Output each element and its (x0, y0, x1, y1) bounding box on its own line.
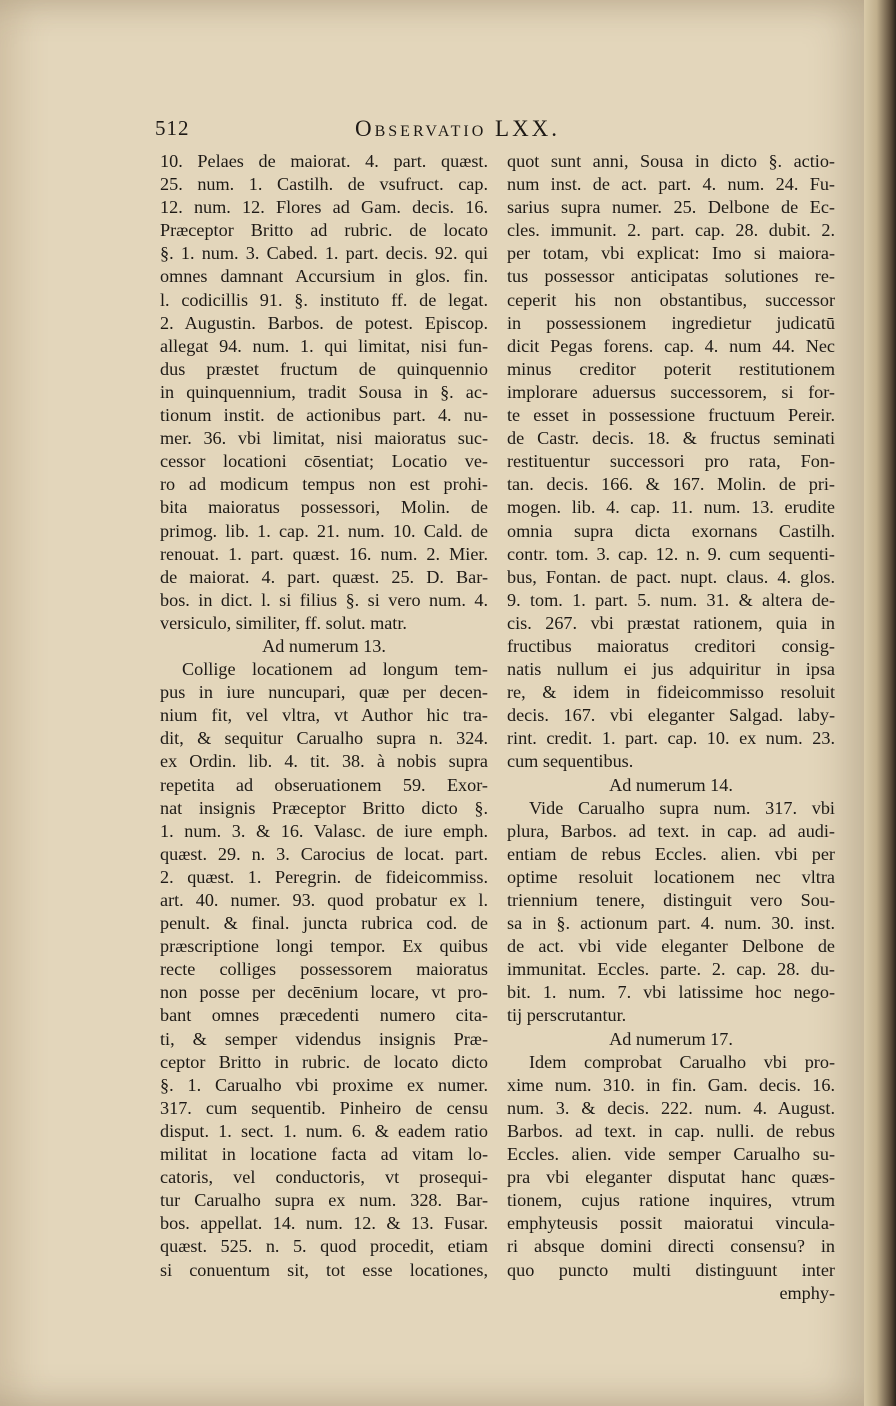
text-line: catoris, vel conductoris, vt prosequi- (160, 1167, 488, 1188)
text-line: art. 40. numer. 93. quod probatur ex l. (160, 890, 488, 910)
text-line: militat in locatione facta ad vitam lo- (160, 1144, 488, 1165)
text-column-left (160, 150, 488, 1282)
text-line: mer. 36. vbi limitat, nisi maioratus suc- (160, 428, 488, 449)
text-line: emphy- (779, 1282, 835, 1303)
text-line: quæst. 525. n. 5. quod procedit, etiam (160, 1236, 488, 1257)
text-column-right (507, 150, 835, 1305)
text-line: præscriptione longi tempor. Ex quibus (160, 936, 488, 957)
text-line: renouat. 1. part. quæst. 16. num. 2. Mier. (160, 543, 488, 564)
text-line: Barbos. ad text. in cap. nulli. de rebus (507, 1120, 835, 1141)
text-line: penult. & final. juncta rubrica cod. de (160, 913, 488, 934)
text-line: omnes damnant Accursium in glos. fin. (160, 266, 488, 287)
text-line: te esset in possessione fructuum Pereir. (507, 405, 835, 426)
text-line: num inst. de act. part. 4. num. 24. Fu- (507, 174, 835, 195)
text-line: cessor locationi cōsentiat; Locatio ve- (160, 451, 488, 472)
text-line: tus possessor anticipatas solutiones re- (507, 266, 835, 287)
text-line: de Castr. decis. 18. & fructus seminati (507, 428, 835, 449)
text-line: cles. immunit. 2. part. cap. 28. dubit. 2. (507, 220, 835, 241)
text-line: immunitat. Eccles. parte. 2. cap. 28. du- (507, 959, 835, 980)
text-line: num. 3. & decis. 222. num. 4. August. (507, 1097, 835, 1118)
text-line: disput. 1. sect. 1. num. 6. & eadem ratio (160, 1120, 488, 1141)
text-line: 2. Augustin. Barbos. de potest. Episcop. (160, 312, 488, 333)
section-heading: Ad numerum 14. (609, 774, 733, 795)
text-line: de maiorat. 4. part. quæst. 25. D. Bar- (160, 566, 488, 587)
text-line: entiam de rebus Eccles. alien. vbi per (507, 843, 835, 864)
text-line: sa in §. actionum part. 4. num. 30. inst. (507, 913, 835, 934)
text-line: ceptor Britto in rubric. de locato dicto (160, 1051, 488, 1072)
text-line: dus præstet fructum de quinquennio (160, 358, 488, 379)
text-line: cum sequentibus. (507, 751, 634, 772)
text-line: tij perscrutantur. (507, 1005, 627, 1026)
text-line: non posse per decēnium locare, vt pro- (160, 982, 488, 1003)
running-title: Observatio LXX. (355, 116, 561, 141)
text-line: per totam, vbi explicat: Imo si maiora- (507, 243, 835, 264)
text-line: dicit Pegas forens. cap. 4. num 44. Nec (507, 335, 835, 356)
text-line: re, & idem in fideicommisso resoluit (507, 682, 835, 703)
text-line: 317. cum sequentib. Pinheiro de censu (160, 1097, 488, 1118)
text-line: versiculo, similiter, ff. solut. matr. (160, 612, 407, 633)
text-line: 10. Pelaes de maiorat. 4. part. quæst. (160, 151, 488, 171)
text-line: §. 1. Carualho vbi proxime ex numer. (160, 1074, 488, 1095)
text-line: bita maioratus possessori, Molin. de (160, 497, 488, 518)
text-line: 25. num. 1. Castilh. de vsufruct. cap. (160, 174, 488, 195)
section-heading: Ad numerum 13. (262, 635, 386, 656)
text-line: implorare aduersus successorem, si for- (507, 381, 835, 402)
page-header (155, 116, 845, 144)
text-line: dit, & sequitur Carualho supra n. 324. (160, 728, 488, 749)
text-line: rint. credit. 1. part. cap. 10. ex num. 23. (507, 728, 835, 749)
text-line: Vide Carualho supra num. 317. vbi (529, 797, 835, 818)
text-line: tan. decis. 166. & 167. Molin. de pri- (507, 474, 835, 495)
text-line: allegat 94. num. 1. qui limitat, nisi fun- (160, 335, 488, 356)
text-line: cis. 267. vbi præstat rationem, quia in (507, 612, 835, 633)
text-line: in possessionem ingredietur judicatū (507, 312, 835, 333)
text-line: quo puncto multi distinguunt inter (507, 1259, 835, 1280)
text-line: quæst. 29. n. 3. Carocius de locat. part. (160, 843, 488, 864)
text-line: ex Ordin. lib. 4. tit. 38. à nobis supra (160, 751, 488, 772)
text-line: bos. in dict. l. si filius §. si vero num. 4. (160, 589, 488, 610)
text-line: in quinquennium, tradit Sousa in §. ac- (160, 381, 488, 402)
text-line: nium fit, vel vltra, vt Author hic tra- (160, 705, 488, 726)
text-line: l. codicillis 91. §. instituto ff. de legat. (160, 289, 488, 310)
text-line: ro ad modicum tempus non est prohi- (160, 474, 488, 495)
text-line: Idem comprobat Carualho vbi pro- (529, 1051, 835, 1072)
text-line: tur Carualho supra ex num. 328. Bar- (160, 1190, 488, 1211)
text-line: repetita ad obseruationem 59. Exor- (160, 774, 488, 795)
text-line: plura, Barbos. ad text. in cap. ad audi- (507, 820, 835, 841)
text-line: ri absque domini directi consensu? in (507, 1236, 835, 1257)
text-line: triennium tenere, distinguit vero Sou- (507, 890, 835, 910)
text-line: si conuentum sit, tot esse locationes, (160, 1259, 488, 1280)
text-line: xime num. 310. in fin. Gam. decis. 16. (507, 1074, 835, 1095)
text-line: optime resoluit locationem nec vltra (507, 866, 835, 887)
text-line: fructibus maioratus creditori consig- (507, 635, 835, 656)
book-gutter (864, 0, 896, 1406)
text-line: pus in iure nuncupari, quæ per decen- (160, 682, 488, 703)
text-line: primog. lib. 1. cap. 21. num. 10. Cald. de (160, 520, 488, 541)
text-line: ti, & semper videndus insignis Præ- (160, 1028, 488, 1049)
text-line: quot sunt anni, Sousa in dicto §. actio- (507, 151, 835, 171)
text-line: nat insignis Præceptor Britto dicto §. (160, 797, 488, 818)
text-line: 9. tom. 1. part. 5. num. 31. & altera de- (507, 589, 835, 610)
text-line: bos. appellat. 14. num. 12. & 13. Fusar. (160, 1213, 488, 1234)
text-line: bit. 1. num. 7. vbi latissime hoc nego- (507, 982, 835, 1003)
text-line: minus creditor poterit restitutionem (507, 358, 835, 379)
text-line: de act. vbi vide eleganter Delbone de (507, 936, 835, 957)
text-line: natis nullum ei jus adquiritur in ipsa (507, 659, 835, 680)
text-line: tionem, cujus ratione inquires, vtrum (507, 1190, 835, 1211)
text-line: 12. num. 12. Flores ad Gam. decis. 16. (160, 197, 488, 218)
text-line: Eccles. alien. vide semper Carualho su- (507, 1144, 835, 1165)
text-line: mogen. lib. 4. cap. 11. num. 13. erudite (507, 497, 835, 518)
section-heading: Ad numerum 17. (609, 1028, 733, 1049)
text-line: ceperit his non obstantibus, successor (507, 289, 835, 310)
text-line: omnia supra dicta exornans Castilh. (507, 520, 835, 541)
text-line: contr. tom. 3. cap. 12. n. 9. cum sequenti- (507, 543, 835, 564)
text-line: Præceptor Britto ad rubric. de locato (160, 220, 488, 241)
text-line: recte colliges possessorem maioratus (160, 959, 488, 980)
text-line: pra vbi eleganter disputat hanc quæs- (507, 1167, 835, 1188)
text-line: bant omnes præcedenti numero cita- (160, 1005, 488, 1026)
text-line: emphyteusis possit maioratui vincula- (507, 1213, 835, 1234)
text-line: §. 1. num. 3. Cabed. 1. part. decis. 92. qui (160, 243, 488, 264)
text-line: Collige locationem ad longum tem- (182, 659, 488, 680)
text-line: restituentur successori pro rata, Fon- (507, 451, 835, 472)
page-number: 512 (155, 116, 190, 140)
text-line: 2. quæst. 1. Peregrin. de fideicommiss. (160, 866, 488, 887)
text-line: sarius supra numer. 25. Delbone de Ec- (507, 197, 835, 218)
text-line: 1. num. 3. & 16. Valasc. de iure emph. (160, 820, 488, 841)
text-line: bus, Fontan. de pact. nupt. claus. 4. glos. (507, 566, 835, 587)
text-line: decis. 167. vbi eleganter Salgad. laby- (507, 705, 835, 726)
text-line: tionum instit. de actionibus part. 4. nu- (160, 405, 488, 426)
